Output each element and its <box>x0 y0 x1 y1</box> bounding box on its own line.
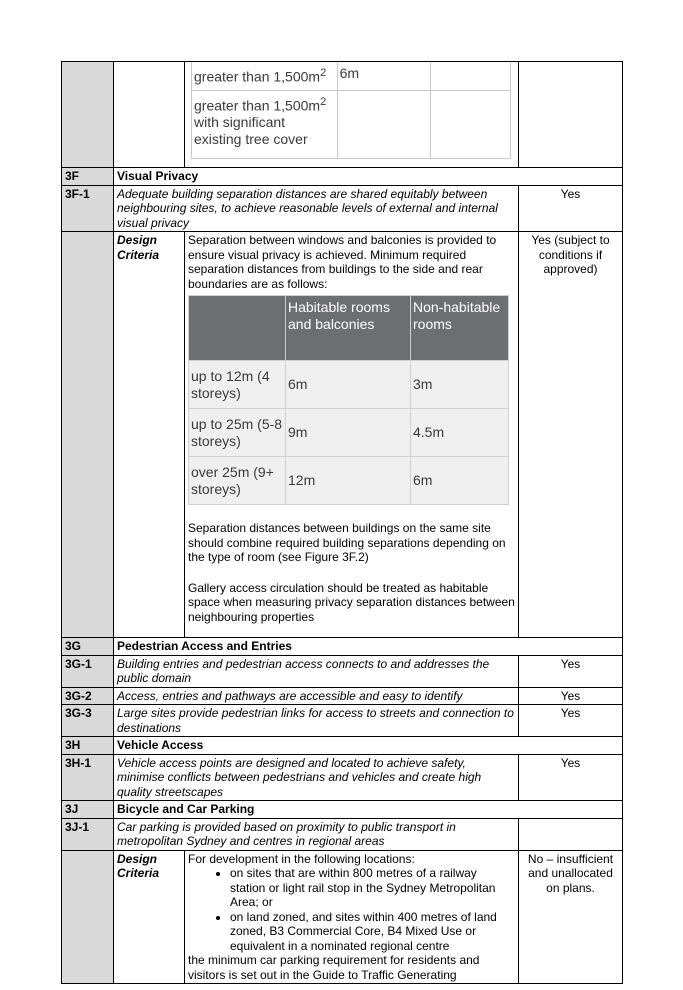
objective-row-3h-1 <box>62 754 623 801</box>
objective-id: 3J-1 <box>62 818 114 850</box>
assessment-document <box>61 61 622 984</box>
compliance-status: Yes <box>519 185 623 232</box>
criteria-paragraph: Gallery access circulation should be treated as habitable space when measuring privacy separation distances between neighbouring properties <box>188 580 515 624</box>
compliance-status <box>519 818 623 850</box>
compliance-status: Yes <box>519 655 623 687</box>
compliance-status: Yes <box>519 687 623 705</box>
compliance-status: Yes <box>519 705 623 737</box>
fragment-row-2-extra: with significant existing tree cover <box>194 114 308 148</box>
objective-text: Building entries and pedestrian access connects to and addresses the public domain <box>114 655 519 687</box>
objective-id: 3G-2 <box>62 687 114 705</box>
section-id: 3F <box>62 168 114 186</box>
fragment-row-1-value: 6m <box>337 62 431 90</box>
objective-id: 3F-1 <box>62 185 114 232</box>
objective-row-3g-1 <box>62 655 623 687</box>
section-row-3j <box>62 801 623 819</box>
criteria-outro: the minimum car parking requirement for residents and visitors is set out in the Guide to Traffic Generating <box>188 953 480 982</box>
objective-text: Large sites provide pedestrian links for access to streets and connection to destinations <box>114 705 519 737</box>
section-row-3g <box>62 638 623 656</box>
continuation-row <box>62 62 623 168</box>
section-title: Bicycle and Car Parking <box>114 801 623 819</box>
section-id: 3G <box>62 638 114 656</box>
sep-row: up to 12m (4 storeys) 6m 3m <box>189 361 509 409</box>
objective-row-3g-2 <box>62 687 623 705</box>
list-item: • on sites that are within 800 metres of a railway station or light rail stop in the Sydney Metropolitan Area; or <box>230 866 515 910</box>
section-row-3h <box>62 737 623 755</box>
section-row-3f <box>62 168 623 186</box>
section-id: 3J <box>62 801 114 819</box>
design-criteria-label: Design Criteria <box>114 850 185 984</box>
sep-row: over 25m (9+ storeys) 12m 6m <box>189 457 509 505</box>
sep-header-non-habitable: Non-habitable rooms <box>411 296 509 361</box>
fragment-row-1-label: greater than 1,500m <box>194 68 321 85</box>
design-criteria-row-3f <box>62 232 623 638</box>
objective-text: Access, entries and pathways are accessible and easy to identify <box>114 687 519 705</box>
objective-id: 3G-1 <box>62 655 114 687</box>
compliance-table <box>61 61 623 984</box>
objective-row-3f-1 <box>62 185 623 232</box>
criteria-intro: For development in the following locations: <box>188 851 415 866</box>
objective-text: Adequate building separation distances are shared equitably between neighbouring sites, to achieve reasonable levels of external and internal visual privacy <box>114 185 519 232</box>
fragment-row-2-value <box>337 90 431 158</box>
section-id: 3H <box>62 737 114 755</box>
sep-header-habitable: Habitable rooms and balconies <box>286 296 411 361</box>
objective-row-3g-3 <box>62 705 623 737</box>
location-list <box>188 866 515 953</box>
list-item: • on land zoned, and sites within 400 metres of land zoned, B3 Commercial Core, B4 Mixed Use or equivalent in a nominated regional centre <box>230 910 515 954</box>
sep-header-blank <box>189 296 286 361</box>
design-criteria-row-3j <box>62 850 623 984</box>
sep-row: up to 25m (5-8 storeys) 9m 4.5m <box>189 409 509 457</box>
fragment-row-2-label: greater than 1,500m <box>194 97 321 114</box>
criteria-paragraph: Separation distances between buildings on the same site should combine required building separations depending on the type of room (see Figure 3F.2) <box>188 521 506 564</box>
section-title: Pedestrian Access and Entries <box>114 638 623 656</box>
objective-id: 3G-3 <box>62 705 114 737</box>
separation-distance-table <box>188 295 509 505</box>
objective-row-3j-1 <box>62 818 623 850</box>
compliance-status: Yes (subject to conditions if approved) <box>519 232 623 638</box>
site-area-table-fragment: greater than $1,500m^2$ 6m greater than $1,500m^2$ with significant existing tree cover <box>191 62 511 159</box>
objective-text: Car parking is provided based on proximity to public transport in metropolitan Sydney and centres in regional areas <box>114 818 519 850</box>
objective-id: 3H-1 <box>62 754 114 801</box>
section-title: Vehicle Access <box>114 737 623 755</box>
criteria-intro: Separation between windows and balconies is provided to ensure visual privacy is achieved. Minimum required separation distances from buildings to the side and rear boundaries are as follows: <box>188 233 497 291</box>
compliance-status: Yes <box>519 754 623 801</box>
compliance-status: No – insufficient and unallocated on plans. <box>519 850 623 984</box>
section-title: Visual Privacy <box>114 168 623 186</box>
design-criteria-label: Design Criteria <box>114 232 185 638</box>
objective-text: Vehicle access points are designed and located to achieve safety, minimise conflicts between pedestrians and vehicles and create high quality streetscapes <box>114 754 519 801</box>
